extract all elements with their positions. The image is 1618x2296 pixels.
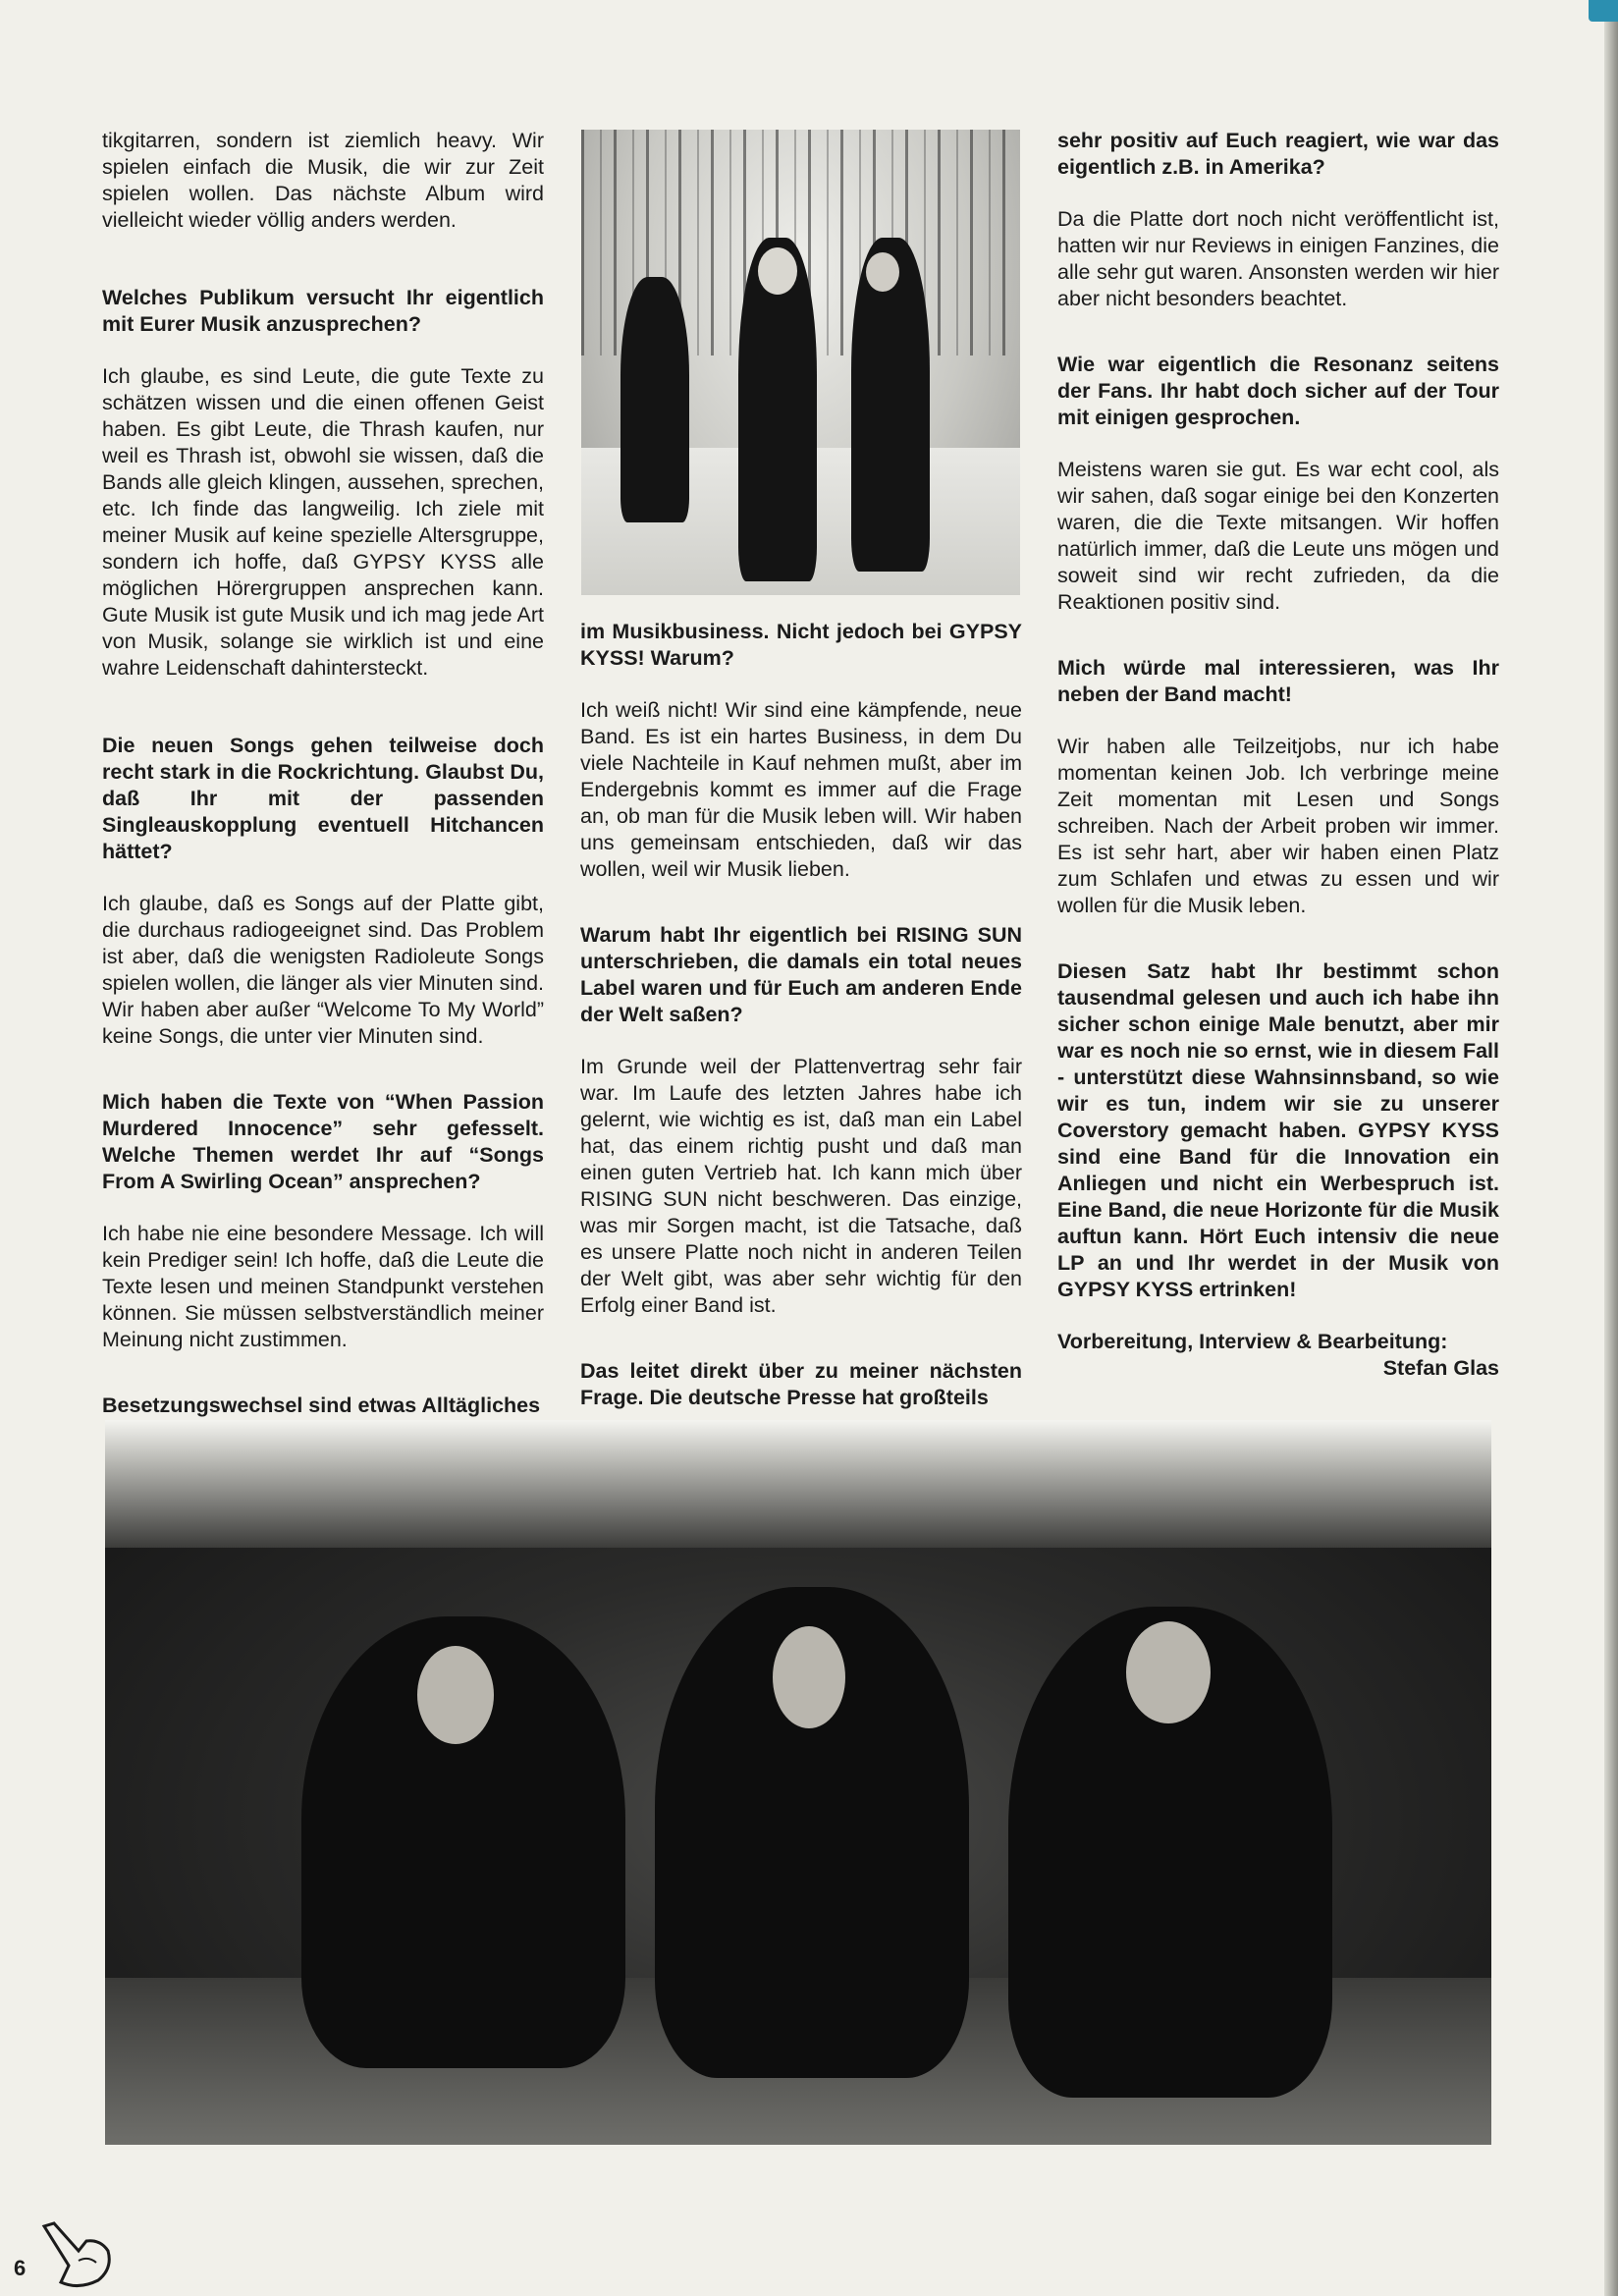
member-center-face <box>773 1626 845 1728</box>
hand-logo-icon <box>39 2221 118 2290</box>
credit-name: Stefan Glas <box>1382 1356 1499 1380</box>
question-press-start: Das leitet direkt über zu meiner nächsten Frage. Die deutsche Presse hat großteils <box>580 1359 1022 1409</box>
closing-statement: Diesen Satz habt Ihr bestimmt schon tausendmal gelesen und auch ich habe ihn sicher schon einige Male benutzt, aber mir war es noch nie so ernst, wie in diesem Fall - unterstützt diese Wahnsinnsband, so wie wir es tun, indem wir sie zu unserer Coverstory gemacht haben. GYPSY KYSS sind eine Band für die Innovation ein Anliegen und nicht ein Werbespruch ist. Eine Band, die neue Horizonte für die Musik auftun kann. Hört Euch intensiv die neue LP an und Ihr werdet in der Musik von GYPSY KYSS ertrinken! <box>1057 959 1499 1301</box>
question-audience: Welches Publikum versucht Ihr eigentlich mit Eurer Musik anzusprechen? <box>102 286 544 336</box>
member-left-face <box>417 1646 494 1744</box>
answer-fans: Meistens waren sie gut. Es war echt cool, als wir sahen, daß sogar einige bei den Konzerten waren, die die Texte mitsangen. Wir hoffen natürlich immer, daß die Leute uns mögen und soweit sind wir recht zufrieden, da die Reaktionen positiv sind. <box>1057 458 1499 614</box>
question-press-end: sehr positiv auf Euch reagiert, wie war das eigentlich z.B. in Amerika? <box>1057 129 1499 179</box>
answer-audience: Ich glaube, es sind Leute, die gute Texte zu schätzen wissen und die einen offenen Geist haben. Es gibt Leute, die Thrash kaufen, nur weil es Thrash ist, obwohl sie wissen, daß die Bands alle gleich klingen, aussehen, sprechen, etc. Ich finde das langweilig. Ich ziele mit meiner Musik auf keine spezielle Altersgruppe, sondern ich hoffe, daß GYPSY KYSS alle möglichen Hörergruppen ansprechen kann. Gute Musik ist gute Musik und ich mag jede Art von Musik, solange sie wirklich ist und eine wahre Leidenschaft dahintersteckt. <box>102 364 544 680</box>
answer-press: Da die Platte dort noch nicht veröffentlicht ist, hatten wir nur Reviews in einigen Fanzines, die alle sehr gut waren. Ansonsten werden wir hier aber nicht besonders beachtet. <box>1057 207 1499 310</box>
answer-rock-direction: Ich glaube, daß es Songs auf der Platte gibt, die durchaus radiogeeignet sind. Das Problem ist aber, daß die wenigsten Radioleute Songs spielen wollen, die länger als vier Minuten sind. Wir haben aber außer “Welcome To My World” keine Songs, die unter vier Minuten sind. <box>102 892 544 1048</box>
question-rising-sun: Warum habt Ihr eigentlich bei RISING SUN unterschrieben, die damals ein total neues Label waren und für Euch am anderen Ende der Welt saßen? <box>580 923 1022 1026</box>
member-right-face <box>1126 1621 1211 1723</box>
corner-tab <box>1589 0 1618 22</box>
page-number: 6 <box>14 2256 27 2280</box>
band-photo-crouching <box>105 1420 1491 2145</box>
answer-side-jobs: Wir haben alle Teilzeitjobs, nur ich habe momentan keinen Job. Ich verbringe meine Zeit momentan mit Lesen und Songs schreiben. Nach der Arbeit proben wir immer. Es ist sehr hart, aber wir haben einen Platz zum Schlafen und etwas zu essen und wir wollen für die Musik leben. <box>1057 735 1499 917</box>
band-member-1 <box>620 277 689 522</box>
photo-rock-ceiling <box>105 1420 1491 1548</box>
member-3-face <box>866 252 899 292</box>
column-1 <box>102 128 544 1419</box>
answer-lyrics: Ich habe nie eine besondere Message. Ich will kein Prediger sein! Ich hoffe, daß die Leute die Texte lesen und meinen Standpunkt verstehen können. Sie müssen selbstverständlich meiner Meinung nicht zustimmen. <box>102 1222 544 1351</box>
question-fans: Wie war eigentlich die Resonanz seitens der Fans. Ihr habt doch sicher auf der Tour mit einigen gesprochen. <box>1057 353 1499 429</box>
question-lineup-start: Besetzungswechsel sind etwas Alltägliches <box>102 1394 541 1417</box>
band-photo-snow <box>581 130 1020 595</box>
credit-label: Vorbereitung, Interview & Bearbeitung: <box>1057 1330 1448 1353</box>
column-3 <box>1057 128 1499 1382</box>
member-2-face <box>758 247 797 295</box>
answer-continued: tikgitarren, sondern ist ziemlich heavy. Wir spielen einfach die Musik, die wir zur Zeit spielen wollen. Das nächste Album wird vielleicht wieder völlig anders werden. <box>102 129 544 232</box>
question-lineup-end: im Musikbusiness. Nicht jedoch bei GYPSY KYSS! Warum? <box>580 620 1022 670</box>
page-edge <box>1604 0 1618 2296</box>
answer-lineup: Ich weiß nicht! Wir sind eine kämpfende, neue Band. Es ist ein hartes Business, in dem Du viele Nachteile in Kauf nehmen mußt, aber im Endergebnis kommt es immer auf die Frage an, ob man für die Musik leben will. Wir haben uns gemeinsam entschieden, daß wir das wollen, weil wir Musik lieben. <box>580 698 1022 881</box>
question-side-jobs: Mich würde mal interessieren, was Ihr neben der Band macht! <box>1057 656 1499 706</box>
question-rock-direction: Die neuen Songs gehen teilweise doch recht stark in die Rockrichtung. Glaubst Du, daß Ihr mit der passenden Singleauskopplung eventuell Hitchancen hättet? <box>102 734 544 863</box>
answer-rising-sun: Im Grunde weil der Plattenvertrag sehr fair war. Im Laufe des letzten Jahres habe ich gelernt, wie wichtig es ist, daß man ein Label hat, das einem richtig pusht und daß man einen guten Vertrieb hat. Ich kann mich über RISING SUN nicht beschweren. Das einzige, was mir Sorgen macht, ist die Tatsache, daß es unsere Platte noch nicht in anderen Teilen der Welt gibt, was aber sehr wichtig für den Erfolg einer Band ist. <box>580 1055 1022 1317</box>
question-lyrics: Mich haben die Texte von “When Passion Murdered Innocence” sehr gefesselt. Welche Themen werdet Ihr auf “Songs From A Swirling Ocean” ansprechen? <box>102 1090 544 1193</box>
column-2 <box>580 619 1022 1411</box>
